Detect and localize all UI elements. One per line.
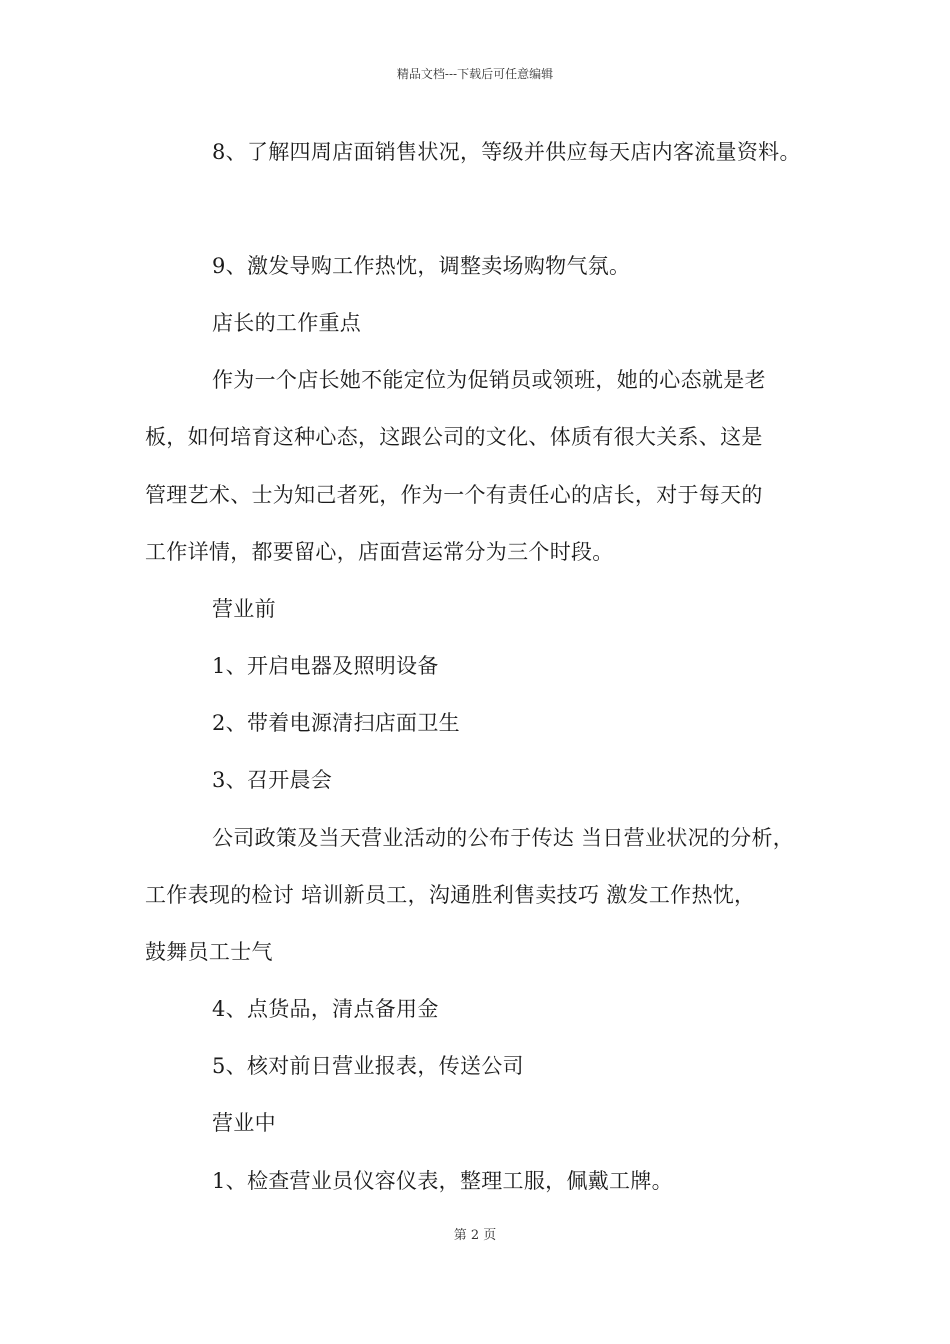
paragraph-line: 作为一个店长她不能定位为促销员或领班，她的心态就是老	[212, 368, 766, 392]
paragraph-line: 板，如何培育这种心态，这跟公司的文化、体质有很大关系、这是	[145, 425, 763, 449]
list-item: 1、检查营业员仪容仪表，整理工服，佩戴工牌。	[212, 1169, 673, 1193]
page-number: 第 2 页	[453, 1228, 497, 1243]
section-heading-during-business: 营业中	[212, 1111, 276, 1135]
paragraph-item-8: 8、了解四周店面销售状况，等级并供应每天店内客流量资料。	[212, 140, 801, 164]
list-item: 1、开启电器及照明设备	[212, 654, 439, 678]
paragraph-line: 工作表现的检讨 培训新员工，沟通胜利售卖技巧 激发工作热忱，	[145, 883, 756, 907]
paragraph-line: 工作详情，都要留心，店面营运常分为三个时段。	[145, 540, 614, 564]
list-item: 2、带着电源清扫店面卫生	[212, 711, 460, 735]
list-item: 5、核对前日营业报表，传送公司	[212, 1054, 524, 1078]
page-header: 精品文档---下载后可任意编辑	[396, 67, 554, 81]
list-item: 4、点货品，清点备用金	[212, 997, 439, 1021]
paragraph-line: 管理艺术、士为知己者死，作为一个有责任心的店长，对于每天的	[145, 483, 763, 507]
paragraph-line: 公司政策及当天营业活动的公布于传达 当日营业状况的分析，	[212, 826, 795, 850]
paragraph-line: 鼓舞员工士气	[145, 940, 273, 964]
section-heading-before-business: 营业前	[212, 597, 276, 621]
paragraph-item-9: 9、激发导购工作热忱，调整卖场购物气氛。	[212, 254, 631, 278]
section-heading-manager-focus: 店长的工作重点	[212, 311, 362, 335]
list-item: 3、召开晨会	[212, 768, 333, 792]
